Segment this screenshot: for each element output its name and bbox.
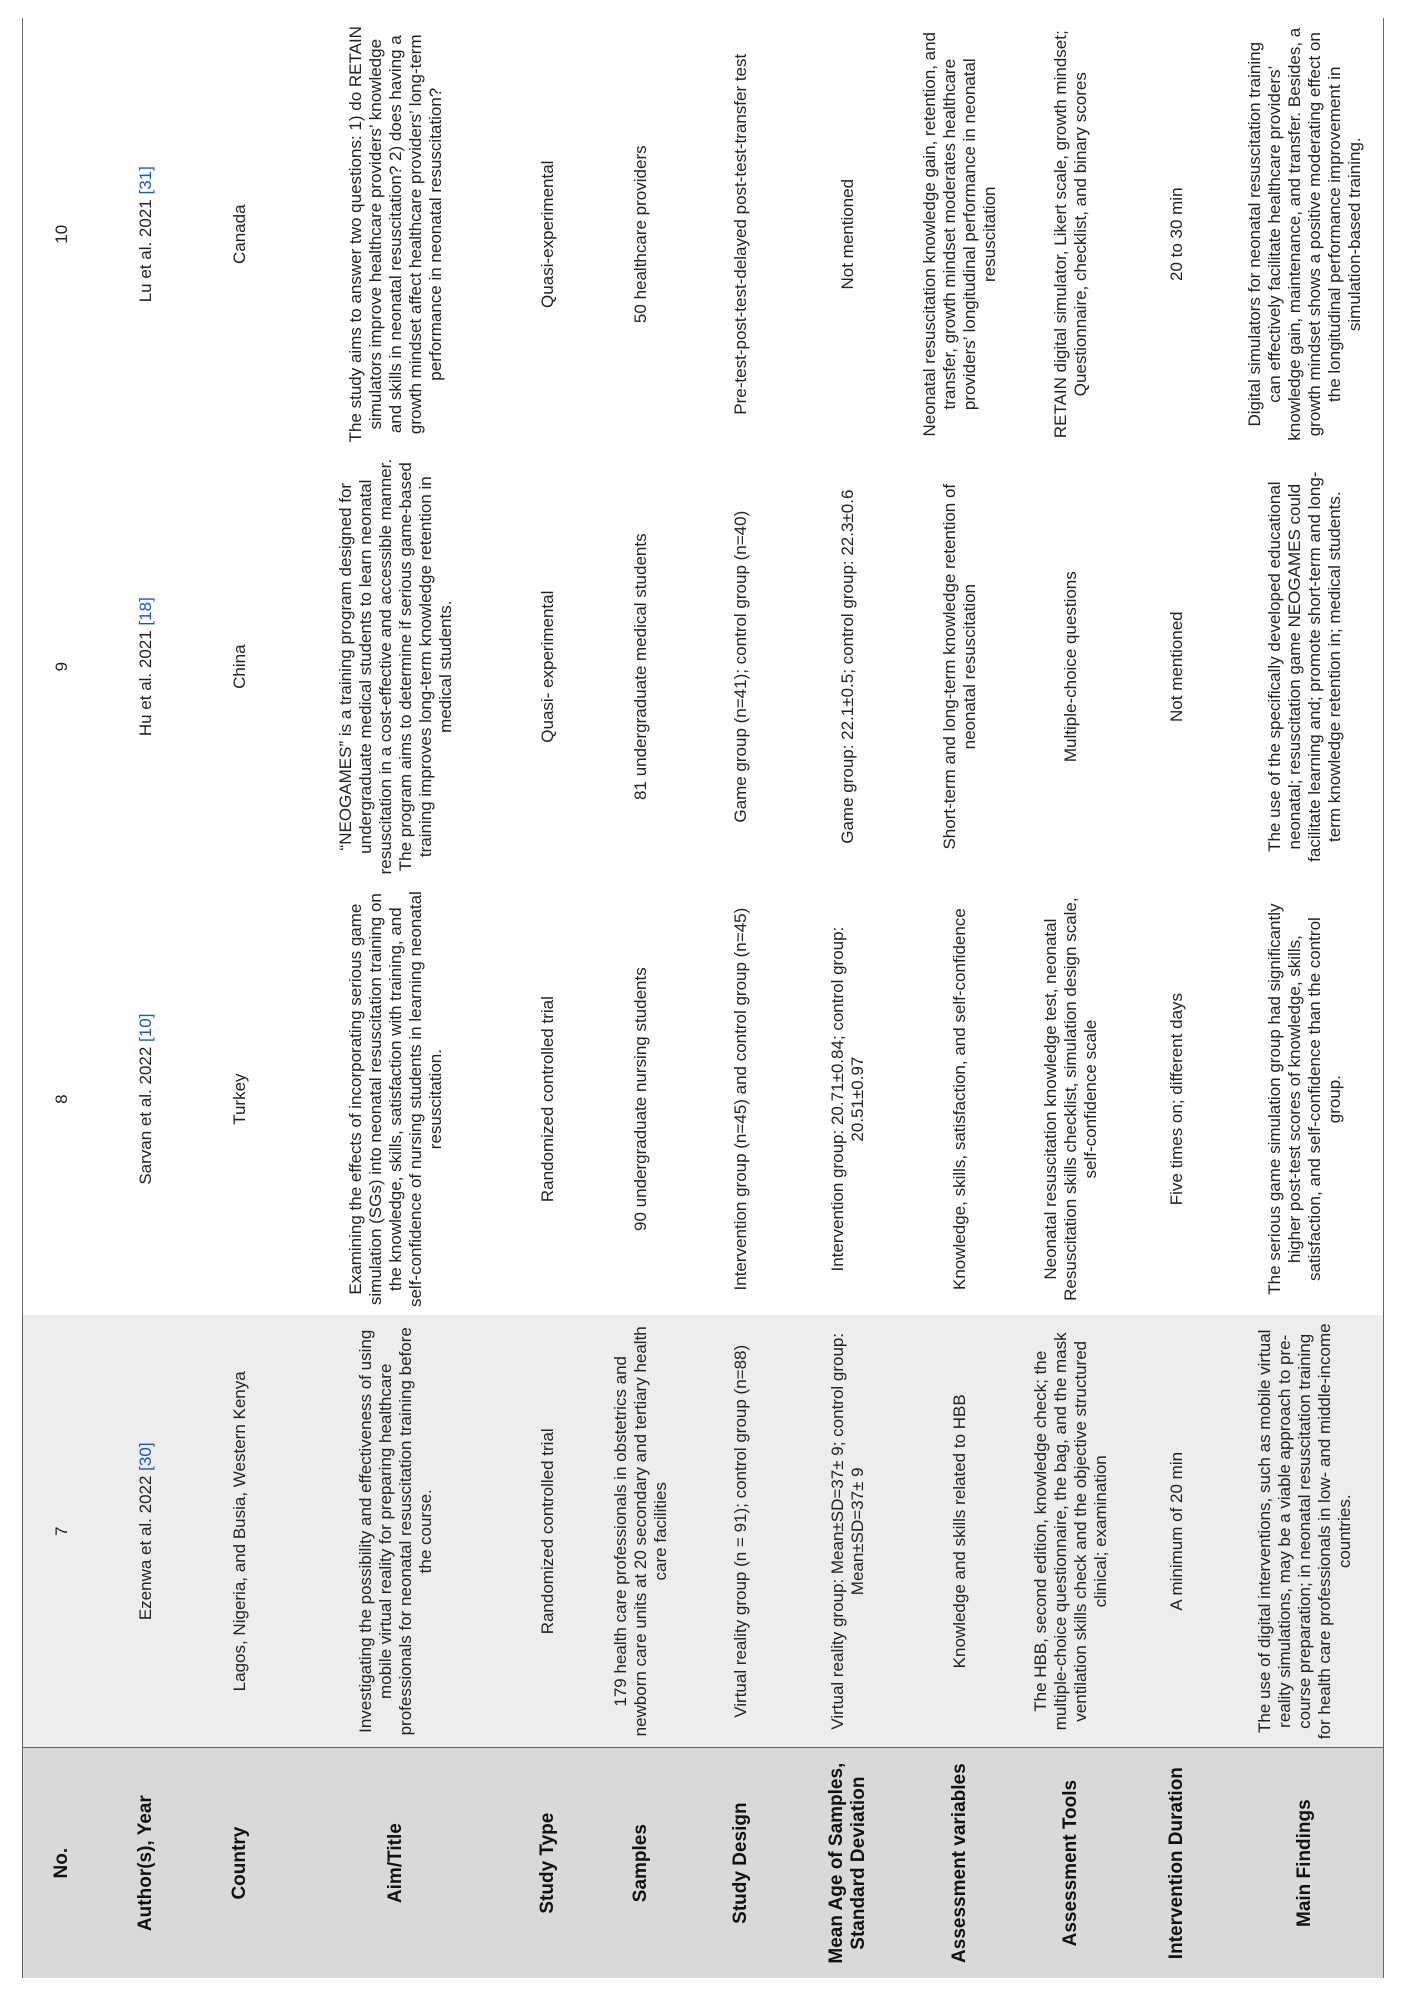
study-9-aim: “NEOGAMES” is a training program designed for undergraduate medical students to learn neonatal resuscitation in a cost-effective and accessible manner. The program aims to determine if serious game-based training improves long-term knowledge retention in medical students. — [336, 458, 456, 875]
study-10-aim: The study aims to answer two questions: 1) do RETAIN simulators improve healthcare providers’ knowledge and skills in neonatal resuscitation? 2) does having a growth mindset affect healthcare providers’ long-term performance in neonatal resuscitation? — [346, 26, 446, 443]
study-9-samples: 81 undergraduate medical students — [630, 533, 650, 800]
study-9-findings: The use of the specifically developed educational neonatal; resuscitation game NEOGAMES could facilitate learning and; promote short-term and long-term knowledge retention in; medical students. — [1226, 450, 1383, 882]
row-duration — [1127, 18, 1226, 1978]
study-7-duration: A minimum of 20 min — [1127, 1315, 1226, 1747]
row-author — [100, 18, 193, 1978]
study-8-variables: Knowledge, skills, satisfaction, and self-confidence — [950, 908, 970, 1290]
study-10-no: 10 — [23, 18, 101, 450]
row-age — [791, 18, 905, 1978]
header-design: Study Design — [690, 1748, 791, 1978]
study-8-author: Sarvan et al. 2022 [10] — [136, 1013, 156, 1185]
study-8-samples: 90 undergraduate nursing students — [630, 967, 650, 1231]
study-8-findings: The serious game simulation group had significantly higher post-test scores of knowledge, skills, satisfaction, and self-confidence than the control group. — [1226, 883, 1383, 1315]
header-type: Study Type — [505, 1748, 591, 1978]
header-duration: Intervention Duration — [1127, 1748, 1226, 1978]
header-author: Author(s), Year — [100, 1748, 193, 1978]
header-age: Mean Age of Samples, Standard Deviation — [791, 1748, 905, 1978]
row-no — [23, 18, 101, 1978]
study-8-aim: Examining the effects of incorporating serious game simulation (SGs) into neonatal resuscitation training on the knowledge, skills, satisfaction with training, and self-confidence of nursing students in learning neonatal resuscitation. — [346, 891, 446, 1308]
study-9-ref[interactable]: [18] — [136, 597, 156, 626]
study-7-aim: Investigating the possibility and effectiveness of using mobile virtual reality for preparing healthcare professionals for neonatal resuscitation training before the course. — [287, 1315, 505, 1747]
row-variables — [905, 18, 1015, 1978]
row-country — [193, 18, 288, 1978]
study-7-findings: The use of digital interventions, such as mobile virtual reality simulations, may be a viable approach to pre-course preparation; in neonatal resuscitation training for health care professionals in low- and middle-income countries. — [1226, 1315, 1383, 1747]
study-7-variables: Knowledge and skills related to HBB — [905, 1315, 1015, 1747]
study-10-samples: 50 healthcare providers — [630, 145, 650, 324]
study-7-tools: The HBB, second edition, knowledge check; the multiple-choice questionnaire, the bag, and the mask ventilation skills check and the objective structured clinical; examination — [1015, 1315, 1127, 1747]
study-8-no: 8 — [23, 883, 101, 1315]
study-9-author: Hu et al. 2021 [18] — [136, 597, 156, 737]
row-type — [505, 18, 591, 1978]
study-8-duration: Five times on; different days — [1166, 992, 1186, 1206]
study-9-age: Game group: 22.1±0.5; control group: 22.3±0.6 — [838, 489, 858, 844]
studies-table — [22, 18, 1384, 1978]
study-10-country: Canada — [229, 204, 249, 265]
study-8-age: Intervention group: 20.71±0.84; control group: 20.51±0.97 — [828, 926, 868, 1272]
header-country: Country — [193, 1748, 288, 1978]
row-samples — [591, 18, 690, 1978]
study-9-country: China — [229, 644, 249, 689]
study-10-tools: RETAIN digital simulator, Likert scale, growth mindset; Questionnaire, checklist, and binary scores — [1051, 30, 1091, 439]
study-10-design: Pre-test-post-test-delayed post-test-transfer test — [730, 53, 750, 415]
header-samples: Samples — [591, 1748, 690, 1978]
header-tools: Assessment Tools — [1015, 1748, 1127, 1978]
study-10-author: Lu et al. 2021 [31] — [136, 166, 156, 303]
study-7-type: Randomized controlled trial — [505, 1315, 591, 1747]
row-findings — [1226, 18, 1383, 1978]
header-aim: Aim/Title — [287, 1748, 505, 1978]
study-9-variables: Short-term and long-term knowledge retention of neonatal resuscitation — [940, 483, 980, 850]
study-10-variables: Neonatal resuscitation knowledge gain, retention, and transfer, growth mindset moderates healthcare providers’ longitudinal performance in neonatal resuscitation — [920, 31, 1000, 437]
study-10-duration: 20 to 30 min — [1166, 187, 1186, 282]
header-findings: Main Findings — [1226, 1748, 1383, 1978]
study-9-type: Quasi- experimental — [537, 590, 557, 743]
study-7-country: Lagos, Nigeria, and Busia, Western Kenya — [193, 1315, 288, 1747]
study-8-ref[interactable]: [10] — [136, 1013, 156, 1042]
study-7-ref[interactable]: [30] — [136, 1442, 156, 1471]
study-9-no: 9 — [23, 450, 101, 882]
row-tools — [1015, 18, 1127, 1978]
study-9-tools: Multiple-choice questions — [1061, 571, 1081, 763]
study-9-design: Game group (n=41); control group (n=40) — [730, 510, 750, 823]
study-8-tools: Neonatal resuscitation knowledge test, neonatal Resuscitation skills checklist, simulation design scale, self-confidence scale — [1041, 897, 1101, 1301]
study-7-design: Virtual reality group (n = 91); control group (n=88) — [690, 1315, 791, 1747]
study-7-age: Virtual reality group: Mean±SD=37± 9; control group: Mean±SD=37± 9 — [791, 1315, 905, 1747]
study-10-type: Quasi-experimental — [537, 160, 557, 308]
study-7-author: Ezenwa et al. 2022 [30] — [100, 1315, 193, 1747]
study-8-country: Turkey — [229, 1073, 249, 1125]
study-7-no: 7 — [23, 1315, 101, 1747]
study-9-duration: Not mentioned — [1166, 611, 1186, 722]
header-variables: Assessment variables — [905, 1748, 1015, 1978]
study-8-type: Randomized controlled trial — [537, 996, 557, 1203]
row-aim — [287, 18, 505, 1978]
study-8-design: Intervention group (n=45) and control group (n=45) — [730, 907, 750, 1291]
study-10-ref[interactable]: [31] — [136, 166, 156, 195]
study-10-age: Not mentioned — [838, 178, 858, 290]
study-7-samples: 179 health care professionals in obstetrics and newborn care units at 20 secondary and tertiary health care facilities — [591, 1315, 690, 1747]
study-10-findings: Digital simulators for neonatal resuscitation training can effectively facilitate healthcare providers’ knowledge gain, maintenance, and transfer. Besides, a growth mindset shows a positive moderating effect on the longitudinal performance improvement in simulation-based training. — [1226, 18, 1383, 450]
header-no: No. — [23, 1748, 101, 1978]
row-design — [690, 18, 791, 1978]
